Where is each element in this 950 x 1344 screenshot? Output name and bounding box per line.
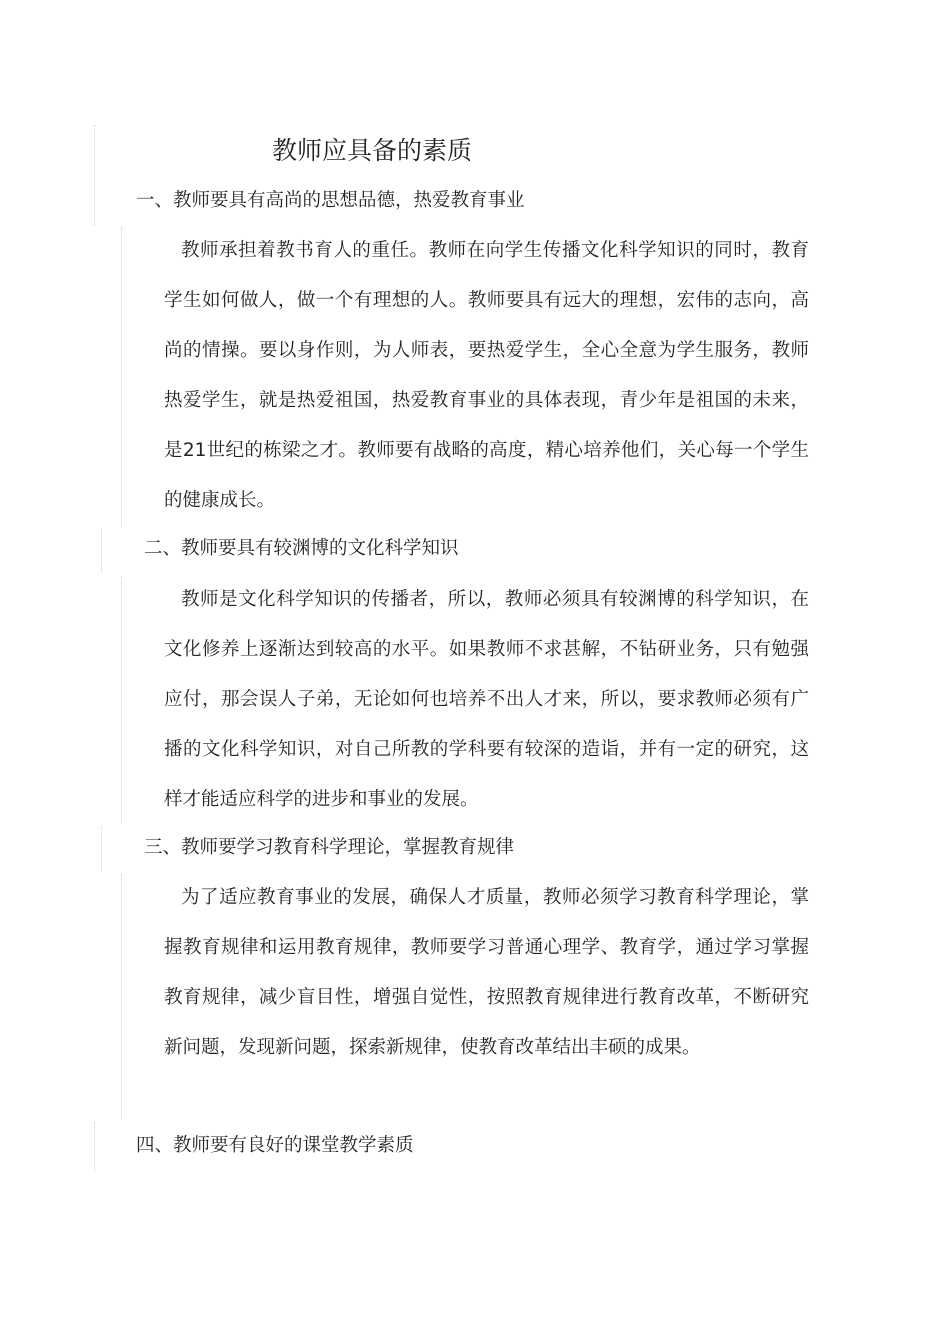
document-title: 教师应具备的素质 [272,136,473,165]
margin-marker [101,826,102,871]
margin-marker [121,576,122,824]
margin-marker [94,1122,95,1172]
section-heading: 一、教师要具有高尚的思想品德，热爱教育事业 [136,190,525,211]
margin-marker [121,227,122,527]
margin-marker [101,528,102,573]
section-paragraph: 教师是文化科学知识的传播者，所以，教师必须具有较渊博的科学知识，在文化修养上逐渐达到较高的水平。如果教师不求甚解，不钻研业务，只有勉强应付，那会误人子弟，无论如何也培养不出人才来，所以，要求教师必须有广播的文化科学知识，对自己所教的学科要有较深的造诣，并有一定的研究，这样才能适应科学的进步和事业的发展。 [164,589,809,810]
margin-marker [121,874,122,1120]
section-paragraph: 教师承担着教书育人的重任。教师在向学生传播文化科学知识的同时，教育学生如何做人，做一个有理想的人。教师要具有远大的理想，宏伟的志向，高尚的情操。要以身作则，为人师表，要热爱学生，全心全意为学生服务，教师热爱学生，就是热爱祖国，热爱教育事业的具体表现，青少年是祖国的未来，是21世纪的栋梁之才。教师要有战略的高度，精心培养他们，关心每一个学生的健康成长。 [164,240,809,511]
section-heading: 三、教师要学习教育科学理论，掌握教育规律 [144,837,515,858]
section-heading: 二、教师要具有较渊博的文化科学知识 [144,538,459,559]
section-heading: 四、教师要有良好的课堂教学素质 [136,1135,414,1156]
margin-marker [94,125,95,225]
section-paragraph: 为了适应教育事业的发展，确保人才质量，教师必须学习教育科学理论，掌握教育规律和运用教育规律，教师要学习普通心理学、教育学，通过学习掌握教育规律，减少盲目性，增强自觉性，按照教育规律进行教育改革，不断研究新问题，发现新问题，探索新规律，使教育改革结出丰硕的成果。 [164,887,809,1058]
